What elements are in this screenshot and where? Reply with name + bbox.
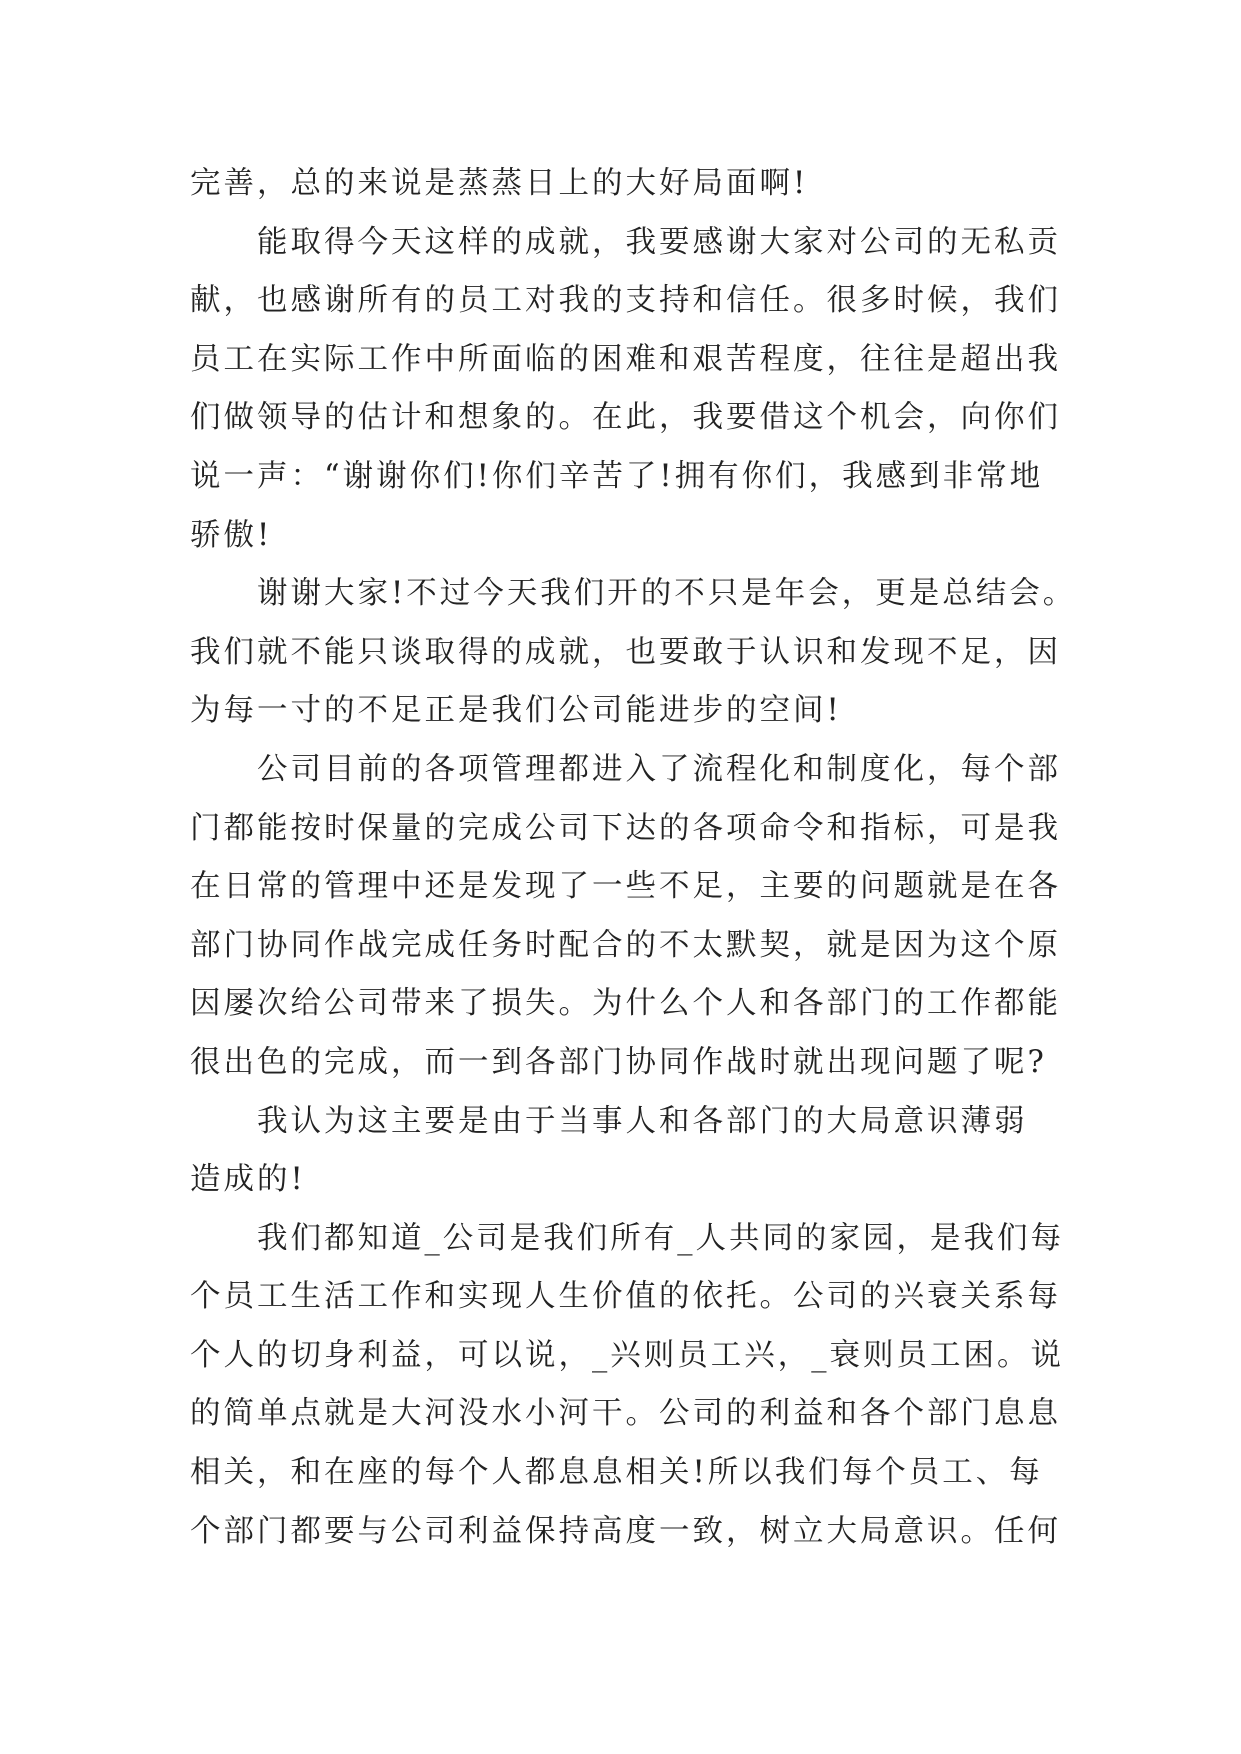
document-body <box>190 155 1077 1561</box>
text-line: 我们都知道_公司是我们所有_人共同的家园，是我们每 <box>190 1220 1064 1256</box>
text-line: 我们就不能只谈取得的成就，也要敢于认识和发现不足，因 <box>190 634 1061 670</box>
text-line: 为每一寸的不足正是我们公司能进步的空间! <box>190 693 842 729</box>
text-line: 员工在实际工作中所面临的困难和艰苦程度，往往是超出我 <box>190 341 1061 377</box>
text-line: 完善，总的来说是蒸蒸日上的大好局面啊! <box>190 166 809 201</box>
text-line: 门都能按时保量的完成公司下达的各项命令和指标，可是我 <box>190 810 1061 846</box>
text-line: 能取得今天这样的成就，我要感谢大家对公司的无私贡 <box>190 224 1061 260</box>
text-line: 们做领导的估计和想象的。在此，我要借这个机会，向你们 <box>190 400 1061 436</box>
text-line: 公司目前的各项管理都进入了流程化和制度化，每个部 <box>190 751 1061 787</box>
text-line: 谢谢大家!不过今天我们开的不只是年会，更是总结会。 <box>190 576 1077 612</box>
text-line: 很出色的完成，而一到各部门协同作战时就出现问题了呢? <box>190 1044 1047 1080</box>
text-line: 我认为这主要是由于当事人和各部门的大局意识薄弱 <box>190 1103 1028 1139</box>
text-line: 献，也感谢所有的员工对我的支持和信任。很多时候，我们 <box>190 283 1061 319</box>
text-line: 个部门都要与公司利益保持高度一致，树立大局意识。任何 <box>190 1513 1061 1549</box>
text-line: 骄傲! <box>190 517 273 553</box>
text-line: 相关，和在座的每个人都息息相关!所以我们每个员工、每 <box>190 1455 1043 1491</box>
text-line: 个人的切身利益，可以说，_兴则员工兴，_衰则员工困。说 <box>190 1337 1064 1373</box>
text-line: 在日常的管理中还是发现了一些不足，主要的问题就是在各 <box>190 869 1061 905</box>
text-line: 因屡次给公司带来了损失。为什么个人和各部门的工作都能 <box>190 986 1061 1022</box>
text-line: 说一声：“谢谢你们!你们辛苦了!拥有你们，我感到非常地 <box>190 458 1044 494</box>
text-line: 的简单点就是大河没水小河干。公司的利益和各个部门息息 <box>190 1396 1061 1432</box>
text-line: 个员工生活工作和实现人生价值的依托。公司的兴衰关系每 <box>190 1279 1061 1315</box>
text-line: 造成的! <box>190 1162 306 1198</box>
text-line: 部门协同作战完成任务时配合的不太默契，就是因为这个原 <box>190 927 1061 963</box>
